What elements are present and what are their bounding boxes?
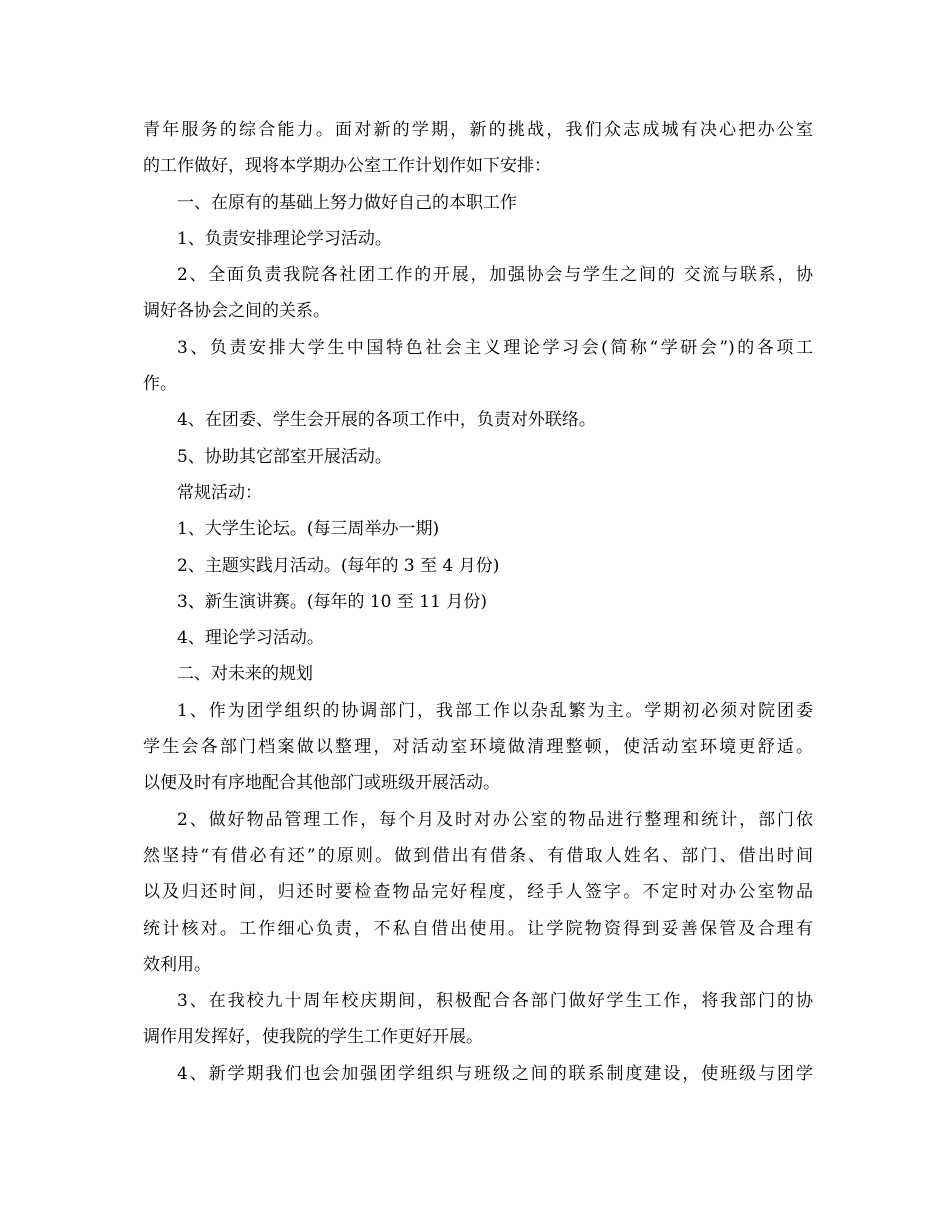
text-line: 的工作做好，现将本学期办公室工作计划作如下安排： xyxy=(143,156,551,177)
document-body xyxy=(143,112,813,1092)
section-heading: 常规活动： xyxy=(177,482,262,503)
text-line: 2、全面负责我院各社团工作的开展，加强协会与学生之间的 交流与联系，协 xyxy=(177,265,813,286)
text-line: 2、主题实践月活动。(每年的 3 至 4 月份) xyxy=(177,555,500,576)
text-line: 调好各协会之间的关系。 xyxy=(143,301,330,322)
text-line: 统计核对。工作细心负责，不私自借出使用。让学院物资得到妥善保管及合理有 xyxy=(143,918,813,939)
text-line: 学生会各部门档案做以整理，对活动室环境做清理整顿，使活动室环境更舒适。 xyxy=(143,737,813,758)
text-line: 3、在我校九十周年校庆期间，积极配合各部门做好学生工作，将我部门的协 xyxy=(177,991,813,1012)
text-line: 作。 xyxy=(143,374,177,395)
section-heading: 二、对未来的规划 xyxy=(177,664,313,685)
text-line: 效利用。 xyxy=(143,954,211,975)
text-line: 青年服务的综合能力。面对新的学期，新的挑战，我们众志成城有决心把办公室 xyxy=(143,120,813,140)
text-line: 1、负责安排理论学习活动。 xyxy=(177,228,392,249)
text-line: 4、新学期我们也会加强团学组织与班级之间的联系制度建设，使班级与团学 xyxy=(177,1063,813,1084)
text-line: 3、新生演讲赛。(每年的 10 至 11 月份) xyxy=(177,591,487,612)
text-line: 4、理论学习活动。 xyxy=(177,628,324,649)
text-line: 然坚持“有借必有还”的原则。做到借出有借条、有借取人姓名、部门、借出时间 xyxy=(143,845,813,866)
text-line: 2、做好物品管理工作，每个月及时对办公室的物品进行整理和统计，部门依 xyxy=(177,809,813,830)
text-line: 以及归还时间，归还时要检查物品完好程度，经手人签字。不定时对办公室物品 xyxy=(143,882,813,903)
text-line: 1、作为团学组织的协调部门，我部工作以杂乱繁为主。学期初必须对院团委 xyxy=(177,700,813,721)
text-line: 以便及时有序地配合其他部门或班级开展活动。 xyxy=(143,773,500,794)
text-line: 5、协助其它部室开展活动。 xyxy=(177,446,392,467)
section-heading: 一、在原有的基础上努力做好自己的本职工作 xyxy=(177,192,517,213)
text-line: 4、在团委、学生会开展的各项工作中，负责对外联络。 xyxy=(177,410,596,431)
text-line: 调作用发挥好，使我院的学生工作更好开展。 xyxy=(143,1027,483,1048)
text-line: 3、负责安排大学生中国特色社会主义理论学习会(简称“学研会”)的各项工 xyxy=(177,337,813,358)
text-line: 1、大学生论坛。(每三周举办一期) xyxy=(177,519,440,540)
